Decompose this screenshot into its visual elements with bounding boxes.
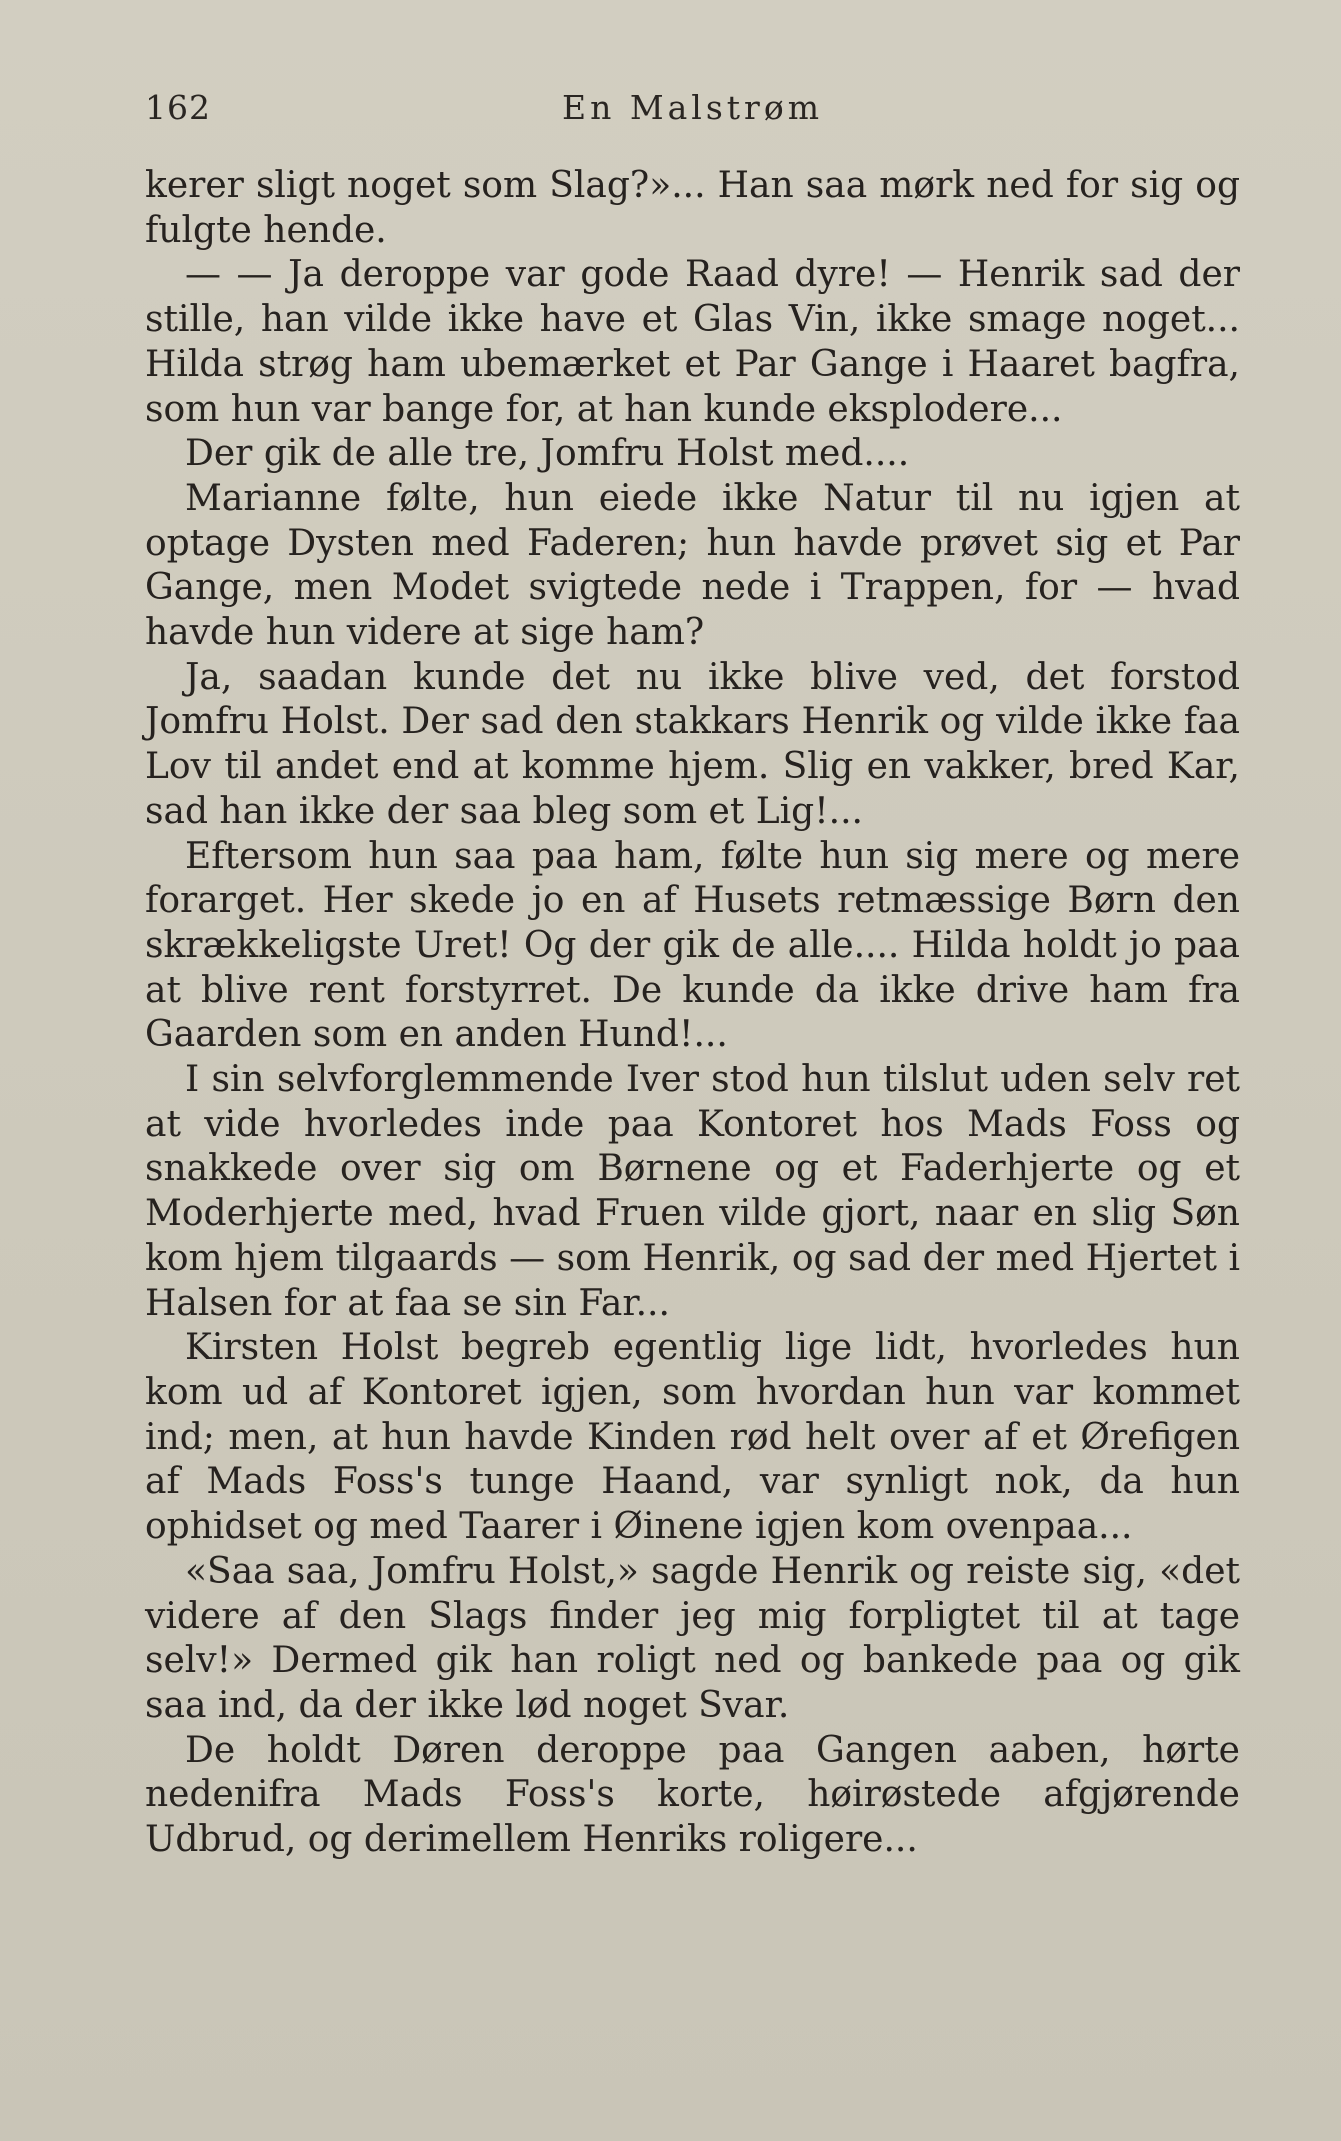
body-text — [145, 164, 1240, 1863]
page-number: 162 — [145, 88, 211, 127]
paragraph: Eftersom hun saa paa ham, følte hun sig mere og mere forarget. Her skede jo en af Husets retmæssige Børn den skrækkeligste Uret! Og der gik de alle.... Hilda holdt jo paa at blive rent forstyrret. De kunde da ikke drive ham fra Gaarden som en anden Hund!... — [145, 835, 1240, 1056]
paragraph: Ja, saadan kunde det nu ikke blive ved, det forstod Jomfru Holst. Der sad den stakkars Henrik og vilde ikke faa Lov til andet end at komme hjem. Slig en vakker, bred Kar, sad han ikke der saa bleg som et Lig!... — [145, 656, 1240, 832]
paragraph: — — Ja deroppe var gode Raad dyre! — Henrik sad der stille, han vilde ikke have et Glas Vin, ikke smage noget... Hilda strøg ham ubemærket et Par Gange i Haaret bagfra, som hun var bange for, at han kunde eksplodere... — [145, 254, 1240, 430]
paragraph: I sin selvforglemmende Iver stod hun tilslut uden selv ret at vide hvorledes inde paa Kontoret hos Mads Foss og snakkede over sig om Børnene og et Faderhjerte og et Moderhjerte med, hvad Fruen vilde gjort, naar en slig Søn kom hjem tilgaards — som Henrik, og sad der med Hjertet i Halsen for at faa se sin Far... — [145, 1059, 1240, 1324]
paragraph: Kirsten Holst begreb egentlig lige lidt, hvorledes hun kom ud af Kontoret igjen, som hvordan hun var kommet ind; men, at hun havde Kinden rød helt over af et Ørefigen af Mads Foss's tunge Haand, var synligt nok, da hun ophidset og med Taarer i Øinene igjen kom ovenpaa... — [145, 1327, 1240, 1548]
paragraph: kerer sligt noget som Slag?»... Han saa mørk ned for sig og fulgte hende. — [145, 165, 1240, 251]
paragraph: Marianne følte, hun eiede ikke Natur til nu igjen at optage Dysten med Faderen; hun havde prøvet sig et Par Gange, men Modet svigtede nede i Trappen, for — hvad havde hun videre at sige ham? — [145, 477, 1240, 654]
paragraph: Der gik de alle tre, Jomfru Holst med.... — [185, 433, 910, 475]
paragraph: De holdt Døren deroppe paa Gangen aaben, hørte nedenifra Mads Foss's korte, høirøstede afgjørende Udbrud, og derimellem Henriks roligere... — [145, 1729, 1240, 1861]
paragraph: «Saa saa, Jomfru Holst,» sagde Henrik og reiste sig, «det videre af den Slags finder jeg mig forpligtet til at tage selv!» Dermed gik han roligt ned og bankede paa og gik saa ind, da der ikke lød noget Svar. — [145, 1550, 1240, 1726]
page-header — [145, 88, 1240, 138]
running-title: En Malstrøm — [562, 88, 823, 127]
